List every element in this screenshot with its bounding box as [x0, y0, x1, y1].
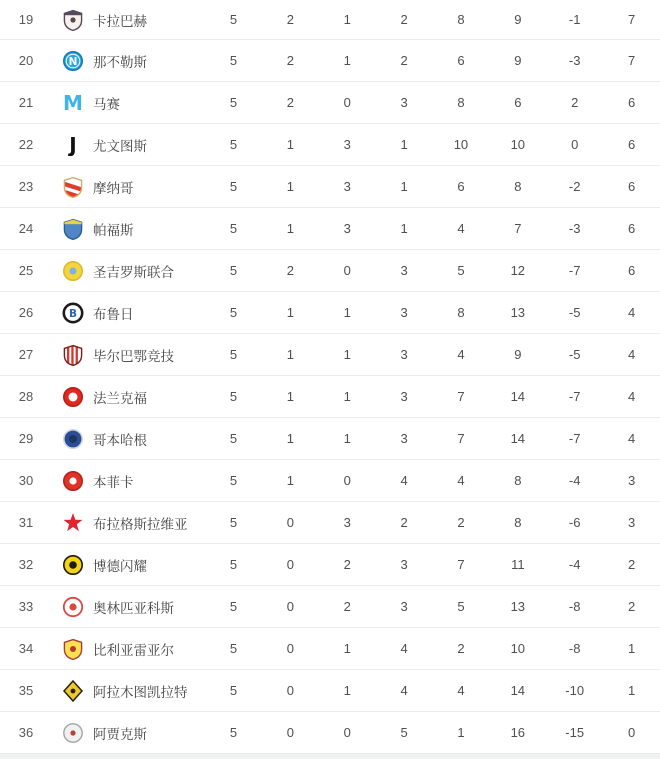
stat-goals-for: 7 — [457, 389, 465, 404]
ajax-crest — [61, 722, 85, 744]
stat-goals-for: 1 — [457, 725, 465, 740]
stat-goal-diff: -3 — [568, 53, 581, 68]
stat-played: 5 — [229, 725, 238, 740]
stat-goals-against: 9 — [514, 53, 522, 68]
stat-goals-for: 4 — [457, 347, 465, 362]
olympiacos-crest — [61, 596, 85, 618]
stat-goal-diff: -5 — [568, 347, 581, 362]
team-name: 比利亚雷亚尔 — [93, 642, 174, 658]
table-row[interactable] — [0, 166, 660, 208]
rank-number: 29 — [18, 431, 34, 446]
stat-goals-against: 10 — [510, 641, 526, 656]
rank-number: 20 — [18, 53, 34, 68]
stat-losses: 3 — [400, 389, 408, 404]
stat-goals-for: 5 — [457, 263, 465, 278]
table-row[interactable] — [0, 670, 660, 712]
stat-wins: 0 — [286, 515, 294, 530]
stat-played: 5 — [229, 389, 238, 404]
stat-wins: 2 — [286, 263, 294, 278]
team-name: 圣吉罗斯联合 — [93, 264, 174, 280]
stat-goal-diff: -10 — [565, 683, 585, 698]
bodo-glimt-crest — [61, 554, 85, 576]
stat-played: 5 — [229, 305, 238, 320]
table-row[interactable] — [0, 418, 660, 460]
stat-goals-for: 8 — [457, 305, 465, 320]
frankfurt-crest — [61, 386, 85, 408]
table-row[interactable] — [0, 376, 660, 418]
rank-number: 27 — [18, 347, 34, 362]
stat-draws: 1 — [343, 641, 351, 656]
rank-number: 21 — [18, 95, 34, 110]
stat-goals-for: 7 — [457, 557, 465, 572]
stat-draws: 0 — [343, 473, 351, 488]
stat-losses: 4 — [400, 683, 408, 698]
stat-points: 1 — [627, 641, 636, 656]
rank-number: 22 — [18, 137, 34, 152]
stat-points: 2 — [627, 557, 636, 572]
team-name: 帕福斯 — [93, 222, 134, 238]
stat-losses: 1 — [400, 221, 408, 236]
stat-losses: 1 — [400, 137, 408, 152]
stat-draws: 0 — [343, 725, 351, 740]
stat-points: 3 — [627, 473, 636, 488]
stat-points: 0 — [627, 725, 636, 740]
table-row[interactable] — [0, 250, 660, 292]
table-row[interactable] — [0, 586, 660, 628]
team-name: 奥林匹亚科斯 — [93, 600, 174, 616]
pafos-crest — [61, 218, 85, 240]
stat-draws: 3 — [343, 515, 351, 530]
stat-losses: 2 — [400, 53, 408, 68]
stat-goal-diff: -8 — [568, 641, 581, 656]
table-row[interactable] — [0, 292, 660, 334]
stat-draws: 3 — [343, 137, 351, 152]
stat-points: 4 — [627, 431, 636, 446]
rank-number: 24 — [18, 221, 34, 236]
svg-text:J: J — [69, 133, 77, 156]
monaco-crest — [61, 176, 85, 198]
table-row[interactable] — [0, 0, 660, 40]
stat-points: 7 — [627, 12, 636, 27]
stat-goals-against: 8 — [514, 515, 522, 530]
stat-points: 6 — [627, 221, 636, 236]
team-name: 哥本哈根 — [93, 432, 147, 448]
stat-points: 6 — [627, 95, 636, 110]
table-row[interactable] — [0, 124, 660, 166]
team-name: 那不勒斯 — [93, 54, 147, 70]
stat-goals-for: 5 — [457, 599, 465, 614]
team-name: 尤文图斯 — [93, 138, 147, 154]
copenhagen-crest — [61, 428, 85, 450]
stat-played: 5 — [229, 431, 238, 446]
stat-wins: 1 — [286, 473, 294, 488]
stat-points: 1 — [627, 683, 636, 698]
stat-goals-for: 10 — [453, 137, 469, 152]
stat-points: 2 — [627, 599, 636, 614]
stat-losses: 3 — [400, 557, 408, 572]
stat-losses: 3 — [400, 347, 408, 362]
team-name: 布拉格斯拉维亚 — [93, 516, 188, 532]
stat-wins: 2 — [286, 95, 294, 110]
stat-draws: 1 — [343, 347, 351, 362]
stat-goals-against: 9 — [514, 347, 522, 362]
stat-losses: 2 — [400, 12, 408, 27]
team-name: 本菲卡 — [93, 474, 134, 490]
stat-played: 5 — [229, 221, 238, 236]
rank-number: 19 — [18, 12, 34, 27]
stat-points: 6 — [627, 179, 636, 194]
stat-goal-diff: -1 — [568, 12, 581, 27]
benfica-crest — [61, 470, 85, 492]
stat-draws: 0 — [343, 263, 351, 278]
stat-played: 5 — [229, 515, 238, 530]
stat-wins: 0 — [286, 725, 294, 740]
stat-points: 6 — [627, 137, 636, 152]
stat-wins: 2 — [286, 53, 294, 68]
stat-played: 5 — [229, 557, 238, 572]
stat-draws: 1 — [343, 53, 351, 68]
stat-wins: 1 — [286, 347, 294, 362]
team-name: 摩纳哥 — [93, 180, 134, 196]
stat-played: 5 — [229, 683, 238, 698]
stat-goal-diff: 0 — [571, 137, 579, 152]
stat-losses: 3 — [400, 599, 408, 614]
stat-goal-diff: -7 — [568, 431, 581, 446]
svg-text:M: M — [63, 91, 83, 114]
stat-goals-against: 8 — [514, 473, 522, 488]
table-row[interactable] — [0, 544, 660, 586]
table-row[interactable] — [0, 334, 660, 376]
rank-number: 32 — [18, 557, 34, 572]
stat-losses: 1 — [400, 179, 408, 194]
villarreal-crest — [61, 638, 85, 660]
stat-draws: 1 — [343, 12, 351, 27]
stat-goals-for: 6 — [457, 179, 465, 194]
stat-goals-against: 13 — [510, 305, 526, 320]
stat-played: 5 — [229, 95, 238, 110]
table-row[interactable] — [0, 208, 660, 250]
stat-wins: 0 — [286, 683, 294, 698]
club-brugge-crest — [61, 302, 85, 324]
stat-goal-diff: -7 — [568, 263, 581, 278]
stat-losses: 4 — [400, 641, 408, 656]
stat-goals-for: 7 — [457, 431, 465, 446]
team-name: 马赛 — [93, 96, 120, 112]
stat-points: 4 — [627, 389, 636, 404]
team-name: 布鲁日 — [93, 306, 134, 322]
stat-goals-against: 14 — [510, 431, 526, 446]
table-row[interactable] — [0, 502, 660, 544]
team-name: 卡拉巴赫 — [93, 13, 147, 29]
stat-losses: 2 — [400, 515, 408, 530]
stat-goal-diff: -3 — [568, 221, 581, 236]
stat-goals-for: 4 — [457, 221, 465, 236]
stat-goals-against: 10 — [510, 137, 526, 152]
stat-goal-diff: -6 — [568, 515, 581, 530]
stat-draws: 1 — [343, 683, 351, 698]
rank-number: 35 — [18, 683, 34, 698]
qarabag-crest — [61, 9, 85, 31]
stat-goals-against: 6 — [514, 95, 522, 110]
rank-number: 36 — [18, 725, 34, 740]
team-name: 阿拉木图凯拉特 — [93, 684, 188, 700]
stat-draws: 1 — [343, 305, 351, 320]
table-row[interactable] — [0, 460, 660, 502]
marseille-crest — [61, 92, 85, 114]
stat-goal-diff: -5 — [568, 305, 581, 320]
slavia-prague-crest — [61, 512, 85, 534]
stat-wins: 1 — [286, 221, 294, 236]
team-name: 阿贾克斯 — [93, 726, 147, 742]
stat-losses: 3 — [400, 95, 408, 110]
stat-points: 4 — [627, 347, 636, 362]
kairat-crest — [61, 680, 85, 702]
stat-goals-against: 14 — [510, 389, 526, 404]
stat-draws: 2 — [343, 599, 351, 614]
stat-played: 5 — [229, 137, 238, 152]
stat-goals-against: 11 — [511, 557, 525, 572]
rank-number: 30 — [18, 473, 34, 488]
stat-goals-for: 4 — [457, 683, 465, 698]
table-row[interactable] — [0, 82, 660, 124]
stat-wins: 1 — [286, 305, 294, 320]
stat-goals-for: 2 — [457, 641, 465, 656]
stat-goals-for: 8 — [457, 12, 465, 27]
stat-points: 7 — [627, 53, 636, 68]
stat-goals-against: 8 — [514, 179, 522, 194]
stat-played: 5 — [229, 473, 238, 488]
stat-played: 5 — [229, 347, 238, 362]
stat-draws: 1 — [343, 389, 351, 404]
stat-goal-diff: -4 — [568, 473, 581, 488]
stat-goals-for: 6 — [457, 53, 465, 68]
stat-points: 6 — [627, 263, 636, 278]
stat-points: 3 — [627, 515, 636, 530]
stat-goals-against: 14 — [510, 683, 526, 698]
team-name: 博德闪耀 — [93, 558, 147, 574]
svg-text:B: B — [68, 307, 78, 320]
stat-losses: 3 — [400, 431, 408, 446]
stat-played: 5 — [229, 263, 238, 278]
stat-losses: 4 — [400, 473, 408, 488]
stat-wins: 2 — [286, 12, 294, 27]
rank-number: 26 — [18, 305, 34, 320]
union-sg-crest — [61, 260, 85, 282]
stat-goals-against: 12 — [510, 263, 526, 278]
stat-wins: 0 — [286, 557, 294, 572]
stat-losses: 3 — [400, 305, 408, 320]
stat-draws: 0 — [343, 95, 351, 110]
stat-goals-against: 16 — [510, 725, 526, 740]
stat-played: 5 — [229, 53, 238, 68]
team-name: 毕尔巴鄂竞技 — [93, 348, 174, 364]
rank-number: 23 — [18, 179, 34, 194]
stat-played: 5 — [229, 599, 238, 614]
stat-played: 5 — [229, 179, 238, 194]
table-bottom-edge — [0, 754, 660, 759]
stat-points: 4 — [627, 305, 636, 320]
stat-wins: 1 — [286, 431, 294, 446]
rank-number: 34 — [18, 641, 34, 656]
stat-wins: 1 — [286, 389, 294, 404]
stat-goals-for: 8 — [457, 95, 465, 110]
stat-wins: 1 — [286, 137, 294, 152]
stat-goals-for: 4 — [457, 473, 465, 488]
stat-goals-against: 9 — [514, 12, 522, 27]
stat-goal-diff: -15 — [565, 725, 585, 740]
stat-goal-diff: -7 — [568, 389, 581, 404]
stat-draws: 3 — [343, 221, 351, 236]
stat-goals-for: 2 — [457, 515, 465, 530]
rank-number: 31 — [18, 515, 34, 530]
stat-goal-diff: 2 — [571, 95, 579, 110]
stat-goal-diff: -8 — [568, 599, 581, 614]
rank-number: 28 — [18, 389, 34, 404]
stat-wins: 1 — [286, 179, 294, 194]
stat-draws: 1 — [343, 431, 351, 446]
stat-goals-against: 13 — [510, 599, 526, 614]
table-row[interactable] — [0, 712, 660, 754]
svg-text:N: N — [68, 55, 78, 68]
team-name: 法兰克福 — [93, 390, 147, 406]
stat-goal-diff: -4 — [568, 557, 581, 572]
stat-goals-against: 7 — [514, 221, 522, 236]
stat-wins: 0 — [286, 599, 294, 614]
stat-goal-diff: -2 — [568, 179, 581, 194]
stat-losses: 3 — [400, 263, 408, 278]
rank-number: 33 — [18, 599, 34, 614]
rank-number: 25 — [18, 263, 34, 278]
table-row[interactable] — [0, 628, 660, 670]
napoli-crest — [61, 50, 85, 72]
table-row[interactable] — [0, 40, 660, 82]
stat-draws: 2 — [343, 557, 351, 572]
athletic-bilbao-crest — [61, 344, 85, 366]
stat-played: 5 — [229, 12, 238, 27]
stat-draws: 3 — [343, 179, 351, 194]
stat-losses: 5 — [400, 725, 408, 740]
stat-wins: 0 — [286, 641, 294, 656]
stat-played: 5 — [229, 641, 238, 656]
juventus-crest — [61, 134, 85, 156]
